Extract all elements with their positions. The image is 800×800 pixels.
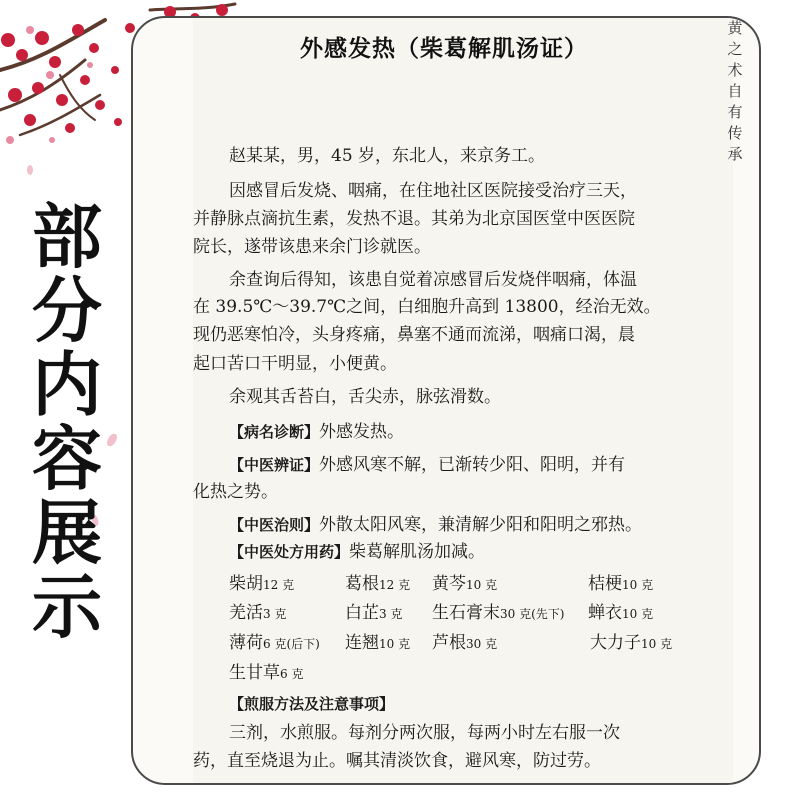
syndrome-row	[229, 455, 625, 475]
paragraph-line: 并静脉点滴抗生素，发热不退。其弟为北京国医堂中医医院	[193, 209, 635, 229]
page-title: 外感发热（柴葛解肌汤证）	[300, 35, 588, 62]
paragraph-line: 余查询后得知，该患自觉着凉感冒后发烧伴咽痛，体温	[229, 270, 637, 290]
herb-item: 连翘10 克	[345, 633, 411, 653]
paragraph-line: 起口苦口干明显，小便黄。	[193, 354, 397, 374]
herb-item: 柴胡12 克	[229, 574, 295, 594]
side-title-char: 分	[32, 270, 102, 352]
diagnosis-tag: 【病名诊断】	[229, 423, 320, 441]
herb-item: 桔梗10 克	[588, 574, 654, 594]
treatment-tag: 【中医治则】	[229, 516, 320, 534]
syndrome-tag: 【中医辨证】	[229, 456, 320, 474]
decoction-text-continued: 药，直至烧退为止。嘱其清淡饮食，避风寒，防过劳。	[193, 751, 601, 771]
syndrome-text-continued: 化热之势。	[193, 482, 278, 502]
herb-item: 生石膏末30 克(先下)	[432, 603, 565, 623]
treatment-text: 外散太阳风寒，兼清解少阳和阳明之邪热。	[319, 515, 643, 535]
vertical-char: 有	[727, 103, 743, 121]
diagnosis-row	[229, 422, 404, 442]
paragraph-line: 院长，遂带该患来余门诊就医。	[193, 237, 431, 257]
herb-item: 芦根30 克	[432, 633, 498, 653]
herb-item: 黄芩10 克	[432, 574, 498, 594]
vertical-char: 术	[727, 61, 743, 79]
treatment-row	[229, 515, 642, 535]
herb-item: 葛根12 克	[345, 574, 411, 594]
paragraph-line: 现仍恶寒怕冷，头身疼痛，鼻塞不通而流涕，咽痛口渴，晨	[193, 325, 635, 345]
herb-item: 生甘草6 克	[229, 663, 304, 683]
paragraph-line: 在 39.5℃～39.7℃之间，白细胞升高到 13800，经治无效。	[193, 297, 661, 317]
prescription-tag: 【中医处方用药】	[229, 543, 350, 561]
herb-item: 羌活3 克	[229, 603, 287, 623]
decoction-row	[229, 694, 394, 714]
side-title-char: 部	[32, 196, 102, 278]
vertical-char: 黄	[727, 19, 743, 37]
paragraph-line: 余观其舌苔白，舌尖赤，脉弦滑数。	[229, 387, 501, 407]
decoction-text: 三剂，水煎服。每剂分两次服，每两小时左右服一次	[229, 723, 620, 743]
vertical-char: 之	[727, 40, 743, 58]
side-title-char: 示	[32, 566, 102, 648]
herb-item: 薄荷6 克(后下)	[229, 633, 320, 653]
diagnosis-text: 外感发热。	[319, 422, 405, 442]
vertical-char: 传	[727, 124, 743, 142]
prescription-text: 柴葛解肌汤加减。	[349, 542, 486, 562]
herb-item: 白芷3 克	[345, 603, 403, 623]
syndrome-text: 外感风寒不解，已渐转少阳、阳明，并有	[319, 455, 626, 475]
herb-item: 大力子10 克	[590, 633, 673, 653]
side-title-char: 内	[32, 344, 102, 426]
decoction-tag: 【煎服方法及注意事项】	[229, 695, 395, 713]
paragraph-line: 因感冒后发烧、咽痛，在住地社区医院接受治疗三天，	[229, 181, 637, 201]
vertical-char: 自	[727, 82, 743, 100]
paragraph-line: 赵某某，男，45 岁，东北人，来京务工。	[229, 146, 546, 166]
prescription-row	[229, 542, 485, 562]
side-title	[22, 196, 112, 648]
vertical-char: 承	[727, 145, 743, 163]
side-title-char: 展	[32, 492, 102, 574]
herb-item: 蝉衣10 克	[588, 603, 654, 623]
side-title-char: 容	[32, 418, 102, 500]
